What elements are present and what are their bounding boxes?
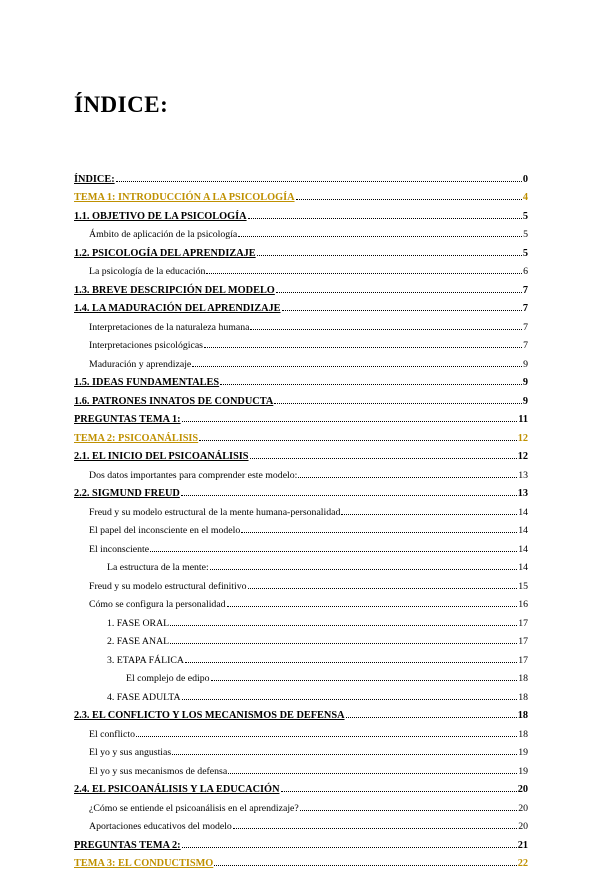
toc-entry-page-number: 20 (518, 821, 528, 832)
toc-entry-label: La psicología de la educación (89, 266, 205, 277)
dot-leader (274, 403, 522, 404)
dot-leader (276, 292, 522, 293)
dot-leader (238, 236, 522, 237)
dot-leader (298, 477, 517, 478)
toc-entry-page-number: 7 (523, 340, 528, 351)
toc-entry[interactable] (74, 370, 528, 389)
toc-entry-page-number: 20 (518, 803, 528, 814)
toc-entry-page-number: 18 (518, 729, 528, 740)
toc-entry-page-number: 7 (523, 303, 528, 314)
dot-leader (170, 643, 517, 644)
toc-entry[interactable] (74, 333, 528, 352)
toc-entry[interactable] (74, 222, 528, 241)
toc-entry-page-number: 14 (518, 544, 528, 555)
table-of-contents (74, 166, 528, 869)
toc-entry-page-number: 21 (518, 840, 528, 851)
toc-entry[interactable] (74, 462, 528, 481)
toc-entry-label: Aportaciones educativos del modelo (89, 821, 232, 832)
toc-entry-page-number: 12 (518, 433, 528, 444)
toc-entry[interactable] (74, 721, 528, 740)
dot-leader (300, 810, 517, 811)
dot-leader (346, 717, 517, 718)
dot-leader (282, 310, 522, 311)
toc-entry[interactable] (74, 592, 528, 611)
dot-leader (210, 569, 517, 570)
dot-leader (199, 440, 517, 441)
page-title: ÍNDICE: (74, 92, 168, 118)
dot-leader (185, 662, 517, 663)
toc-entry-label: 2.4. EL PSICOANÁLISIS Y LA EDUCACIÓN (74, 784, 280, 795)
dot-leader (136, 736, 517, 737)
toc-entry[interactable] (74, 795, 528, 814)
toc-entry[interactable] (74, 407, 528, 426)
toc-entry[interactable] (74, 240, 528, 259)
dot-leader (214, 865, 516, 866)
toc-entry-label: TEMA 3: EL CONDUCTISMO (74, 858, 213, 869)
toc-entry[interactable] (74, 277, 528, 296)
dot-leader (220, 384, 522, 385)
dot-leader (257, 255, 522, 256)
toc-entry-label: 2. FASE ANAL (107, 636, 169, 647)
dot-leader (248, 588, 518, 589)
toc-entry[interactable] (74, 425, 528, 444)
dot-leader (211, 680, 518, 681)
toc-entry-label: Interpretaciones psicológicas (89, 340, 203, 351)
toc-entry-page-number: 17 (518, 618, 528, 629)
dot-leader (241, 532, 517, 533)
toc-entry[interactable] (74, 777, 528, 796)
toc-entry[interactable] (74, 740, 528, 759)
toc-entry-label: El inconsciente (89, 544, 149, 555)
toc-entry-label: 2.1. EL INICIO DEL PSICOANÁLISIS (74, 451, 249, 462)
toc-entry[interactable] (74, 296, 528, 315)
dot-leader (233, 828, 517, 829)
toc-entry-page-number: 5 (523, 211, 528, 222)
toc-entry[interactable] (74, 536, 528, 555)
toc-entry-label: 1.4. LA MADURACIÓN DEL APRENDIZAJE (74, 303, 281, 314)
toc-entry-page-number: 16 (518, 599, 528, 610)
toc-entry-page-number: 14 (518, 562, 528, 573)
toc-entry-page-number: 18 (518, 692, 528, 703)
toc-entry[interactable] (74, 573, 528, 592)
toc-entry[interactable] (74, 166, 528, 185)
toc-entry-label: 2.2. SIGMUND FREUD (74, 488, 180, 499)
toc-entry-label: El conflicto (89, 729, 135, 740)
toc-entry-label: Cómo se configura la personalidad (89, 599, 226, 610)
toc-entry[interactable] (74, 314, 528, 333)
toc-entry[interactable] (74, 814, 528, 833)
toc-entry[interactable] (74, 758, 528, 777)
toc-entry-page-number: 20 (518, 784, 528, 795)
toc-entry[interactable] (74, 499, 528, 518)
toc-entry-page-number: 9 (523, 377, 528, 388)
toc-entry-label: 1.5. IDEAS FUNDAMENTALES (74, 377, 219, 388)
toc-entry[interactable] (74, 555, 528, 574)
toc-entry[interactable] (74, 647, 528, 666)
toc-entry-label: 1.1. OBJETIVO DE LA PSICOLOGÍA (74, 211, 247, 222)
toc-entry-label: El complejo de edipo (126, 673, 210, 684)
toc-entry-page-number: 12 (518, 451, 528, 462)
dot-leader (182, 699, 518, 700)
dot-leader (181, 495, 517, 496)
toc-entry-label: 2.3. EL CONFLICTO Y LOS MECANISMOS DE DEFENSA (74, 710, 345, 721)
toc-entry-page-number: 17 (518, 636, 528, 647)
dot-leader (182, 421, 518, 422)
toc-entry-label: El yo y sus mecanismos de defensa (89, 766, 227, 777)
toc-entry-page-number: 15 (518, 581, 528, 592)
toc-entry-page-number: 13 (518, 470, 528, 481)
toc-entry-label: 1.2. PSICOLOGÍA DEL APRENDIZAJE (74, 248, 256, 259)
toc-entry-label: 1.6. PATRONES INNATOS DE CONDUCTA (74, 396, 273, 407)
toc-entry-page-number: 19 (518, 766, 528, 777)
dot-leader (227, 606, 518, 607)
toc-entry-label: Interpretaciones de la naturaleza humana (89, 322, 249, 333)
toc-entry[interactable] (74, 703, 528, 722)
toc-entry[interactable] (74, 388, 528, 407)
toc-entry-page-number: 6 (523, 266, 528, 277)
toc-entry-label: PREGUNTAS TEMA 1: (74, 414, 181, 425)
toc-entry[interactable] (74, 351, 528, 370)
dot-leader (182, 847, 517, 848)
dot-leader (228, 773, 517, 774)
toc-entry[interactable] (74, 666, 528, 685)
dot-leader (170, 625, 517, 626)
dot-leader (248, 218, 522, 219)
toc-entry-label: El yo y sus angustias (89, 747, 171, 758)
toc-entry[interactable] (74, 481, 528, 500)
toc-entry[interactable] (74, 610, 528, 629)
toc-entry-label: ¿Cómo se entiende el psicoanálisis en el aprendizaje? (89, 803, 299, 814)
toc-entry[interactable] (74, 684, 528, 703)
toc-entry-page-number: 0 (523, 174, 528, 185)
dot-leader (172, 754, 517, 755)
toc-entry-label: PREGUNTAS TEMA 2: (74, 840, 181, 851)
dot-leader (281, 791, 517, 792)
toc-entry[interactable] (74, 518, 528, 537)
toc-entry-page-number: 17 (518, 655, 528, 666)
toc-entry[interactable] (74, 444, 528, 463)
dot-leader (296, 199, 522, 200)
toc-entry-label: ÍNDICE: (74, 174, 115, 185)
dot-leader (116, 181, 522, 182)
dot-leader (204, 347, 522, 348)
toc-entry-page-number: 11 (518, 414, 528, 425)
toc-entry-page-number: 13 (518, 488, 528, 499)
toc-entry-label: 3. ETAPA FÁLICA (107, 655, 184, 666)
toc-entry-page-number: 22 (518, 858, 528, 869)
dot-leader (250, 458, 517, 459)
toc-entry-page-number: 9 (523, 396, 528, 407)
toc-entry[interactable] (74, 851, 528, 869)
toc-entry-label: El papel del inconsciente en el modelo (89, 525, 240, 536)
toc-entry-label: Ámbito de aplicación de la psicología (89, 229, 237, 240)
dot-leader (341, 514, 517, 515)
toc-entry-page-number: 18 (518, 710, 528, 721)
toc-entry[interactable] (74, 259, 528, 278)
toc-entry-page-number: 14 (518, 507, 528, 518)
toc-entry-page-number: 9 (523, 359, 528, 370)
toc-entry-label: TEMA 2: PSICOANÁLISIS (74, 433, 198, 444)
toc-entry-label: Freud y su modelo estructural de la mente humana-personalidad (89, 507, 340, 518)
toc-entry-page-number: 4 (523, 192, 528, 203)
toc-entry-label: Maduración y aprendizaje (89, 359, 191, 370)
toc-entry-label: La estructura de la mente: (107, 562, 209, 573)
toc-entry-page-number: 7 (523, 322, 528, 333)
dot-leader (206, 273, 522, 274)
toc-entry-label: 4. FASE ADULTA (107, 692, 181, 703)
dot-leader (150, 551, 517, 552)
toc-entry[interactable] (74, 629, 528, 648)
toc-entry-label: TEMA 1: INTRODUCCIÓN A LA PSICOLOGÍA (74, 192, 295, 203)
toc-entry-page-number: 18 (518, 673, 528, 684)
toc-entry-label: 1.3. BREVE DESCRIPCIÓN DEL MODELO (74, 285, 275, 296)
toc-entry-label: 1. FASE ORAL (107, 618, 169, 629)
toc-entry-page-number: 19 (518, 747, 528, 758)
toc-entry-label: Freud y su modelo estructural definitivo (89, 581, 247, 592)
toc-entry[interactable] (74, 185, 528, 204)
toc-entry[interactable] (74, 203, 528, 222)
toc-entry-page-number: 7 (523, 285, 528, 296)
toc-entry-page-number: 5 (523, 229, 528, 240)
toc-entry-page-number: 14 (518, 525, 528, 536)
toc-entry-label: Dos datos importantes para comprender este modelo: (89, 470, 297, 481)
dot-leader (192, 366, 522, 367)
dot-leader (250, 329, 522, 330)
toc-entry-page-number: 5 (523, 248, 528, 259)
